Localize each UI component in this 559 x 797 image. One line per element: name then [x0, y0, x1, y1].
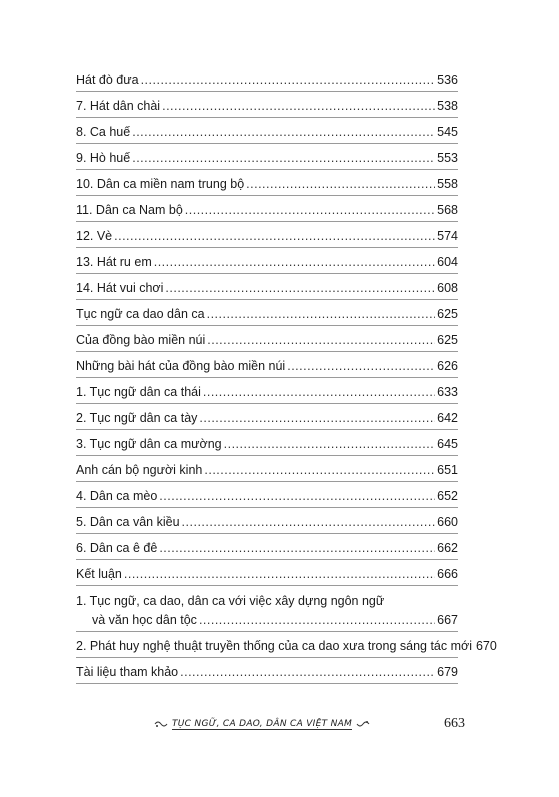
toc-entry-title: 10. Dân ca miền nam trung bộ — [76, 177, 245, 191]
toc-entry-page: 625 — [437, 333, 458, 347]
toc-entry — [76, 118, 458, 144]
toc-entry — [76, 248, 458, 274]
toc-entry — [76, 658, 458, 684]
toc-entry-page: 608 — [437, 281, 458, 295]
dot-leader — [165, 281, 435, 296]
toc-entry-page: 625 — [437, 307, 458, 321]
toc-entry-title: 5. Dân ca vân kiều — [76, 515, 180, 529]
toc-entry — [76, 300, 458, 326]
toc-entry-page: 651 — [437, 463, 458, 477]
toc-entry-page: 553 — [437, 151, 458, 165]
toc-entry-title: Của đồng bào miền núi — [76, 333, 206, 347]
toc-entry-title: 2. Phát huy nghệ thuật truyền thống của ca dao xưa trong sáng tác mới — [76, 639, 472, 653]
dot-leader — [207, 333, 435, 348]
dot-leader — [246, 177, 435, 192]
toc-entry-title: 11. Dân ca Nam bộ — [76, 203, 183, 217]
toc-entry-title: 6. Dân ca ê đê — [76, 541, 158, 555]
dot-leader — [224, 437, 436, 452]
toc-entry-title: 8. Ca huế — [76, 125, 131, 139]
toc-entry-page: 604 — [437, 255, 458, 269]
toc-entry-title: 13. Hát ru em — [76, 255, 152, 269]
dot-leader — [199, 613, 435, 628]
toc-entry-second-line — [76, 613, 458, 628]
dot-leader — [124, 567, 435, 582]
toc-entry — [76, 92, 458, 118]
dot-leader — [114, 229, 435, 244]
toc-entry-multiline — [76, 586, 458, 632]
toc-entry-title-line1: 1. Tục ngữ, ca dao, dân ca với việc xây dựng ngôn ngữ — [76, 594, 385, 608]
dot-leader — [141, 73, 436, 88]
toc-entry-page: 642 — [437, 411, 458, 425]
toc-entry-title: Những bài hát của đồng bào miền núi — [76, 359, 286, 373]
toc-entry — [76, 430, 458, 456]
toc-entry-title: 12. Vè — [76, 229, 113, 243]
toc-entry-title: Anh cán bộ người kinh — [76, 463, 203, 477]
dot-leader — [203, 385, 435, 400]
dot-leader — [159, 541, 435, 556]
toc-entry-title: 7. Hát dân chài — [76, 99, 161, 113]
toc-entry-page: 666 — [437, 567, 458, 581]
toc-entry — [76, 196, 458, 222]
dot-leader — [182, 515, 436, 530]
toc-entry-page: 568 — [437, 203, 458, 217]
toc-entry-title: Tài liệu tham khảo — [76, 665, 179, 679]
toc-entry — [76, 508, 458, 534]
toc-entry — [76, 456, 458, 482]
dot-leader — [154, 255, 435, 270]
toc-entry-page: 679 — [437, 665, 458, 679]
page-number: 663 — [444, 716, 465, 731]
dot-leader — [207, 307, 436, 322]
toc-entry — [76, 560, 458, 586]
dot-leader — [287, 359, 435, 374]
toc-entry-page: 662 — [437, 541, 458, 555]
toc-entry — [76, 66, 458, 92]
toc-entry-page: 574 — [437, 229, 458, 243]
dot-leader — [180, 665, 435, 680]
dot-leader — [199, 411, 435, 426]
toc-entry-page: 633 — [437, 385, 458, 399]
table-of-contents — [76, 66, 497, 684]
toc-entry-page: 652 — [437, 489, 458, 503]
toc-entry-title: Tục ngữ ca dao dân ca — [76, 307, 205, 321]
toc-entry — [76, 274, 458, 300]
toc-entry — [76, 170, 458, 196]
toc-entry-title: 4. Dân ca mèo — [76, 489, 158, 503]
toc-entry-page: 545 — [437, 125, 458, 139]
toc-entry — [76, 378, 458, 404]
toc-entry-title: 3. Tục ngữ dân ca mường — [76, 437, 222, 451]
toc-entry-page: 536 — [437, 73, 458, 87]
toc-entry — [76, 222, 458, 248]
toc-entry-page: 667 — [437, 613, 458, 627]
toc-entry-title: 2. Tục ngữ dân ca tày — [76, 411, 198, 425]
toc-entry — [76, 632, 497, 658]
toc-entry-page: 670 — [475, 639, 497, 653]
toc-entry — [76, 404, 458, 430]
toc-entry-title: 14. Hát vui chơi — [76, 281, 164, 295]
dot-leader — [132, 151, 435, 166]
toc-entry — [76, 352, 458, 378]
toc-entry-page: 558 — [437, 177, 458, 191]
toc-entry-title: Kết luận — [76, 567, 122, 581]
toc-entry — [76, 326, 458, 352]
toc-entry-page: 660 — [437, 515, 458, 529]
right-ornament-icon — [356, 719, 370, 729]
toc-entry-page: 645 — [437, 437, 458, 451]
dot-leader — [185, 203, 435, 218]
toc-entry-title: 1. Tục ngữ dân ca thái — [76, 385, 201, 399]
toc-entry-page: 626 — [437, 359, 458, 373]
toc-entry-title: Hát đò đưa — [76, 73, 139, 87]
dot-leader — [162, 99, 435, 114]
toc-entry-title-line2: và văn học dân tộc — [92, 613, 197, 627]
toc-entry — [76, 144, 458, 170]
toc-entry-page: 538 — [437, 99, 458, 113]
dot-leader — [132, 125, 435, 140]
toc-entry — [76, 482, 458, 508]
toc-entry-title: 9. Hò huế — [76, 151, 131, 165]
toc-entry — [76, 534, 458, 560]
running-title: TỤC NGỮ, CA DAO, DÂN CA VIỆT NAM — [172, 718, 353, 729]
page-footer — [150, 713, 465, 735]
dot-leader — [204, 463, 435, 478]
left-ornament-icon — [154, 719, 168, 729]
dot-leader — [159, 489, 435, 504]
